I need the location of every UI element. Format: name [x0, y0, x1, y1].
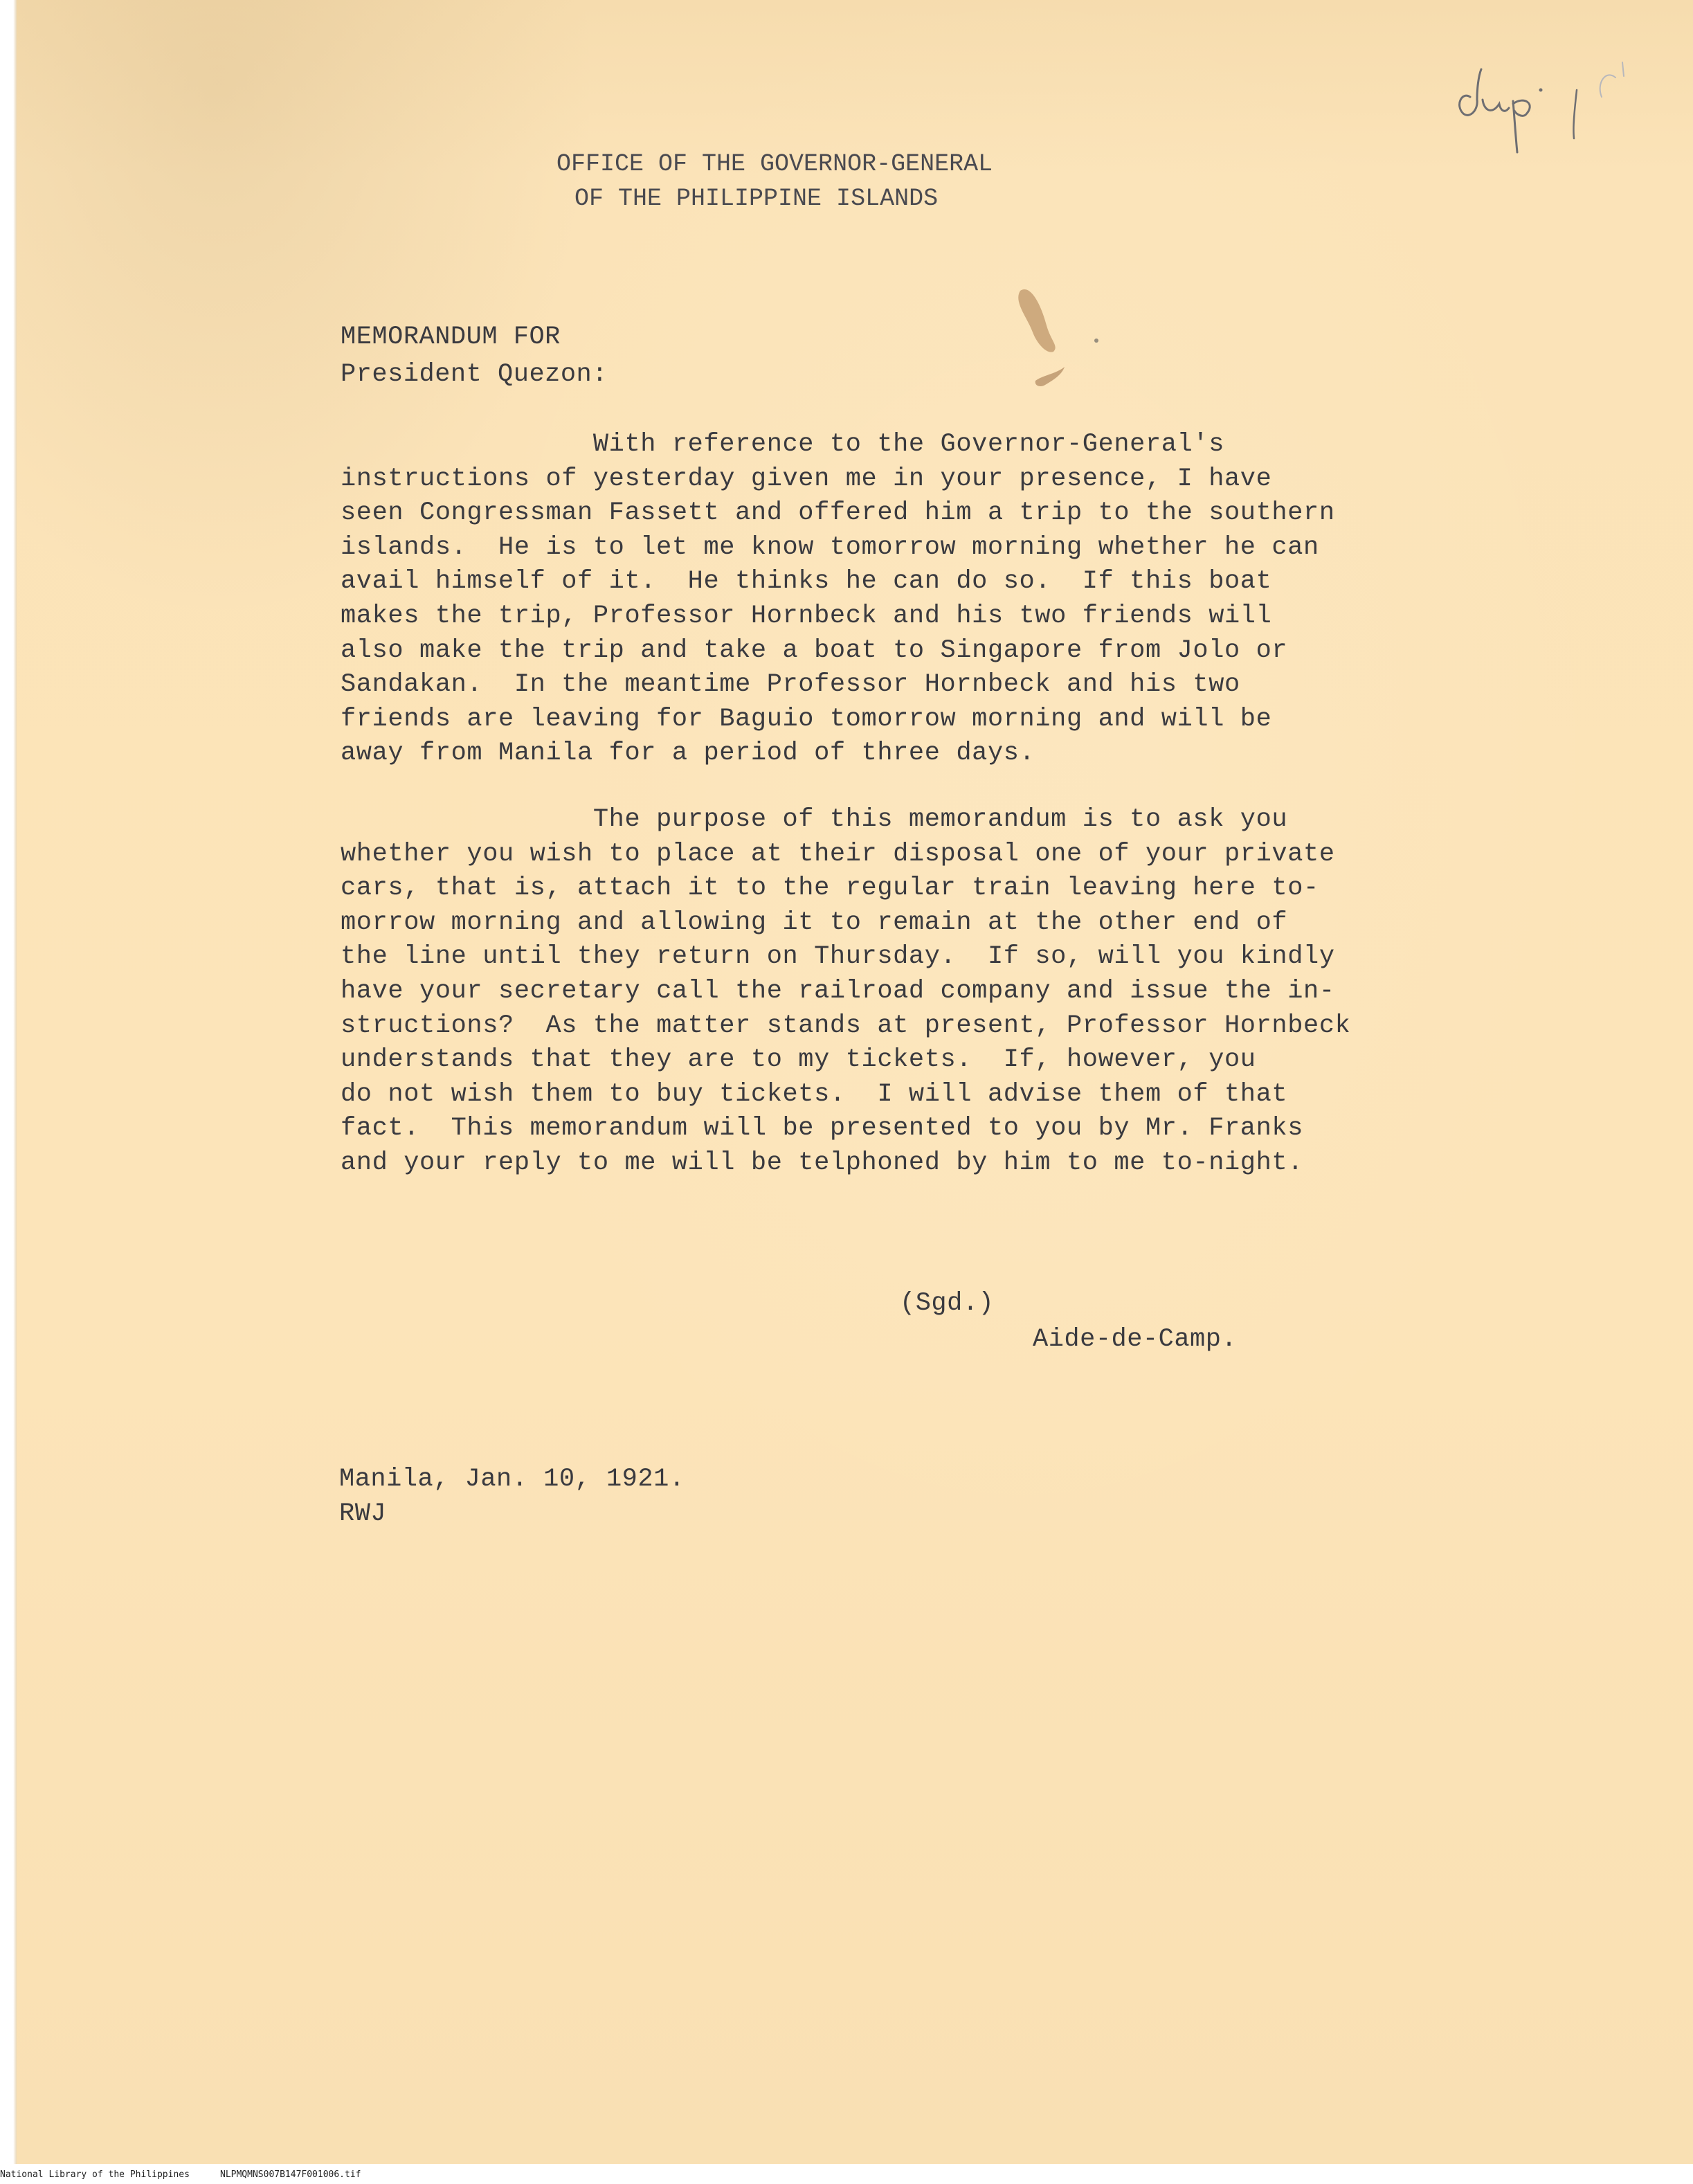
dateline-initials: RWJ — [339, 1499, 387, 1528]
paragraph-line: have your secretary call the railroad company and issue the in- — [341, 976, 1335, 1006]
paragraph-line: understands that they are to my tickets. If, however, you — [341, 1045, 1256, 1075]
paragraph-line: instructions of yesterday given me in your presence, I have — [341, 464, 1272, 494]
paragraph-line: makes the trip, Professor Hornbeck and his two friends will — [341, 601, 1272, 631]
handwritten-dup-annotation — [1449, 42, 1643, 180]
paragraph-line: The purpose of this memorandum is to ask you — [341, 805, 1288, 834]
paragraph-line: do not wish them to buy tickets. I will advise them of that — [341, 1079, 1288, 1109]
memo-heading: MEMORANDUM FOR — [341, 323, 561, 352]
scan-margin — [0, 0, 17, 2164]
paragraph-line: cars, that is, attach it to the regular train leaving here to- — [341, 874, 1319, 903]
paragraph-line: friends are leaving for Baguio tomorrow morning and will be — [341, 704, 1272, 734]
signature-sgd: (Sgd.) — [900, 1289, 995, 1318]
paragraph-line: avail himself of it. He thinks he can do so. If this boat — [341, 567, 1272, 597]
paragraph-line: and your reply to me will be telphoned by him to me to-night. — [341, 1148, 1304, 1177]
paragraph-line: fact. This memorandum will be presented to you by Mr. Franks — [341, 1114, 1304, 1144]
paragraph-line: away from Manila for a period of three days. — [341, 739, 1035, 768]
paragraph-1 — [341, 428, 1335, 771]
paper-stain-mark — [993, 277, 1103, 401]
dateline-place-date: Manila, Jan. 10, 1921. — [339, 1465, 685, 1494]
letterhead-line-1: OFFICE OF THE GOVERNOR-GENERAL — [556, 150, 993, 178]
footer-filename: NLPMQMNS007B147F001006.tif — [220, 2169, 361, 2180]
paragraph-line: seen Congressman Fassett and offered him a trip to the southern — [341, 498, 1335, 528]
paragraph-line: islands. He is to let me know tomorrow morning whether he can — [341, 532, 1319, 562]
footer-library: National Library of the Philippines — [0, 2169, 190, 2180]
paragraph-line: the line until they return on Thursday. If so, will you kindly — [341, 942, 1335, 972]
paragraph-2 — [341, 803, 1350, 1181]
paragraph-line: also make the trip and take a boat to Singapore from Jolo or — [341, 635, 1288, 665]
memo-addressee: President Quezon: — [341, 360, 608, 389]
paragraph-line: structions? As the matter stands at present, Professor Hornbeck — [341, 1011, 1351, 1040]
signature-title: Aide-de-Camp. — [1033, 1325, 1238, 1354]
paragraph-line: With reference to the Governor-General's — [341, 430, 1225, 459]
paragraph-line: Sandakan. In the meantime Professor Hornbeck and his two — [341, 670, 1240, 700]
paragraph-line: whether you wish to place at their disposal one of your private — [341, 839, 1335, 869]
letterhead-line-2: OF THE PHILIPPINE ISLANDS — [574, 185, 939, 213]
letterhead — [556, 147, 1179, 216]
paragraph-line: morrow morning and allowing it to remain at the other end of — [341, 908, 1288, 937]
